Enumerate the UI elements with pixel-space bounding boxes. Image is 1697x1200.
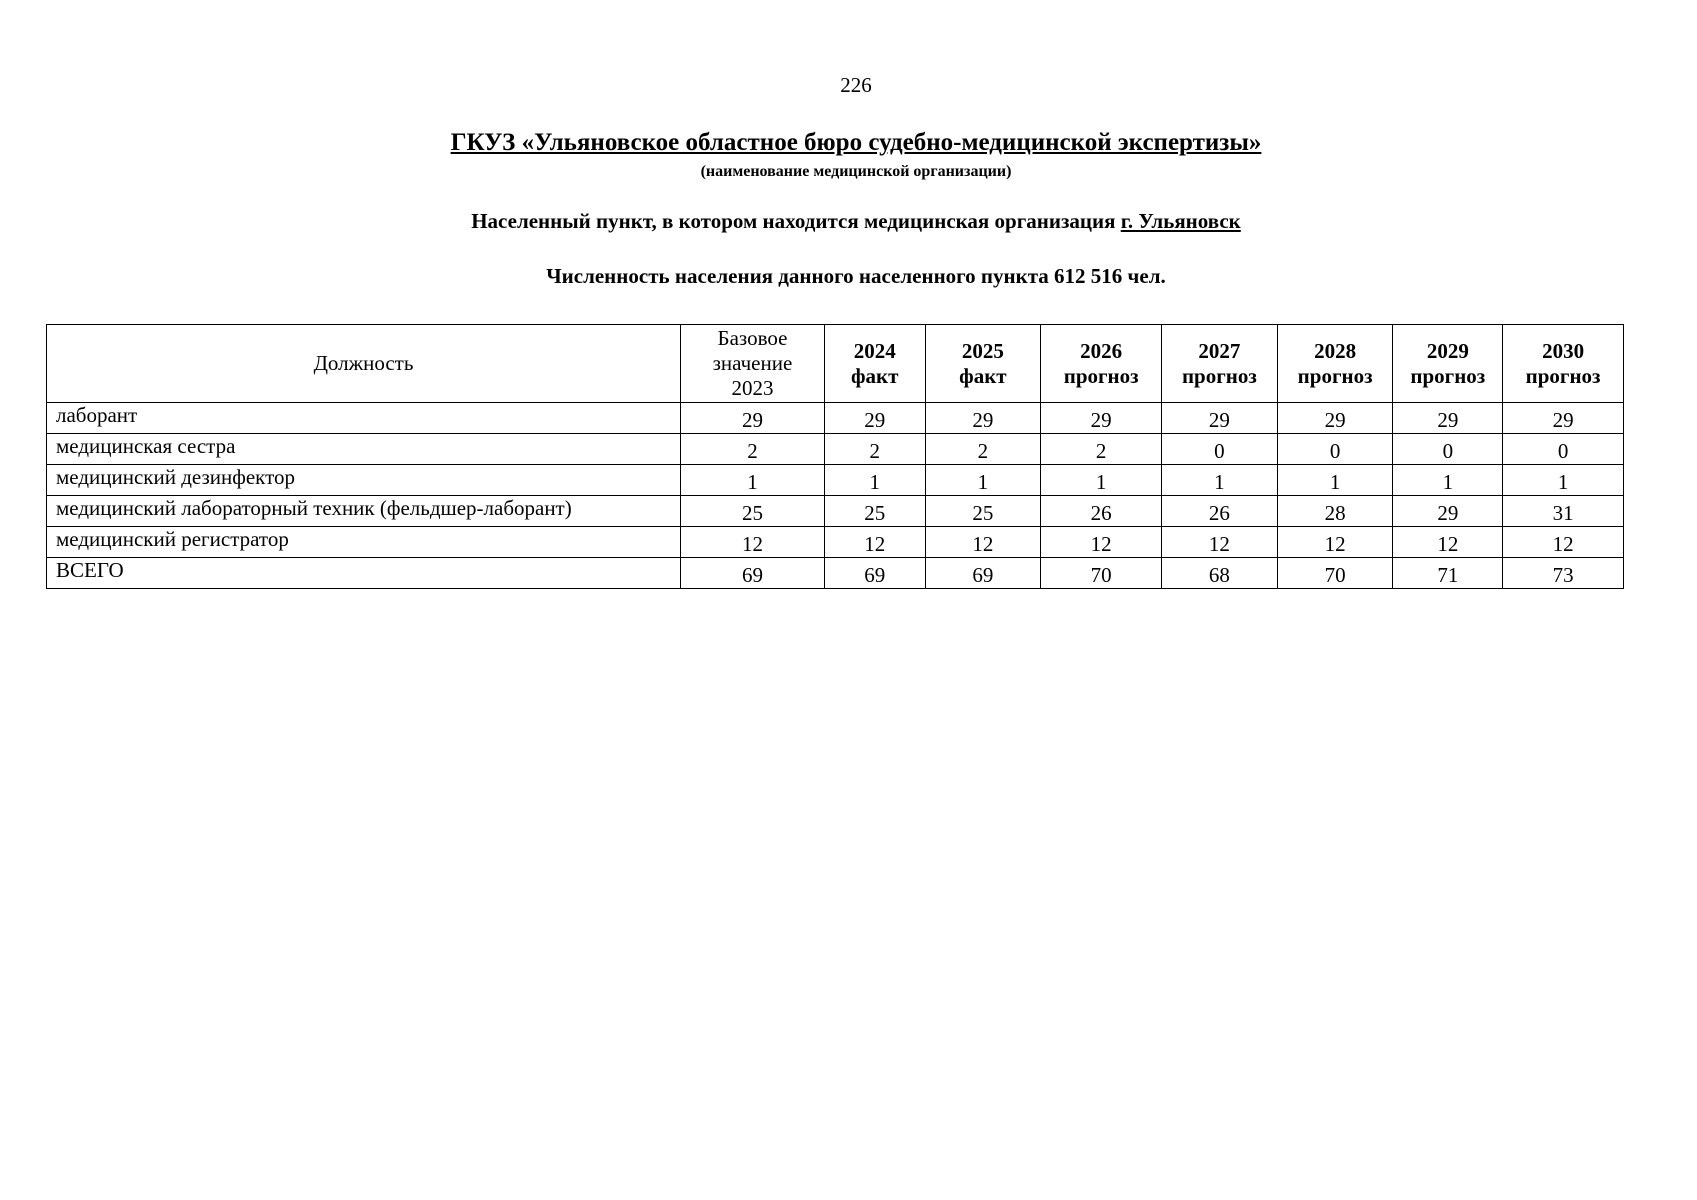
- value-cell: 71: [1393, 558, 1503, 589]
- value-cell: 1: [1162, 465, 1278, 496]
- value-cell: 12: [681, 527, 825, 558]
- position-cell: медицинский лабораторный техник (фельдшер-лаборант): [47, 496, 681, 527]
- column-header-year: [1503, 325, 1624, 403]
- column-header-year: [1162, 325, 1278, 403]
- header-kind: прогноз: [1297, 363, 1373, 388]
- organization-title: [0, 129, 1697, 157]
- locality-line: [0, 209, 1697, 234]
- value-cell: 69: [925, 558, 1041, 589]
- value-cell: 1: [1503, 465, 1624, 496]
- value-cell: 12: [824, 527, 925, 558]
- value-cell: 73: [1503, 558, 1624, 589]
- header-year: 2027: [1198, 338, 1241, 363]
- value-cell: 0: [1162, 434, 1278, 465]
- header-year: 2028: [1314, 338, 1357, 363]
- value-cell: 29: [824, 403, 925, 434]
- value-cell: 1: [824, 465, 925, 496]
- base-header-line: значение: [712, 351, 793, 375]
- header-kind: прогноз: [1181, 363, 1257, 388]
- column-header-year: [1393, 325, 1503, 403]
- value-cell: 29: [1393, 496, 1503, 527]
- value-cell: 2: [925, 434, 1041, 465]
- header-year: 2024: [853, 338, 896, 363]
- table-row: [47, 403, 1624, 434]
- value-cell: 2: [1041, 434, 1162, 465]
- value-cell: 29: [1503, 403, 1624, 434]
- value-cell: 29: [1041, 403, 1162, 434]
- population-line: Численность населения данного населенного пункта 612 516 чел.: [546, 264, 1166, 288]
- base-header-line: 2023: [731, 376, 774, 400]
- base-header-line: Базовое: [717, 326, 788, 350]
- value-cell: 25: [681, 496, 825, 527]
- value-cell: 69: [824, 558, 925, 589]
- value-cell: 12: [925, 527, 1041, 558]
- table-header-row: [47, 325, 1624, 403]
- table-row: [47, 434, 1624, 465]
- value-cell: 70: [1041, 558, 1162, 589]
- header-kind: факт: [851, 363, 899, 388]
- header-year: 2025: [961, 338, 1004, 363]
- value-cell: 12: [1041, 527, 1162, 558]
- value-cell: 1: [1041, 465, 1162, 496]
- value-cell: 70: [1277, 558, 1393, 589]
- column-header-base: [681, 325, 825, 403]
- value-cell: 29: [1393, 403, 1503, 434]
- table-row: [47, 496, 1624, 527]
- value-cell: 12: [1503, 527, 1624, 558]
- position-cell: медицинский дезинфектор: [47, 465, 681, 496]
- position-cell: ВСЕГО: [47, 558, 681, 589]
- value-cell: 29: [1277, 403, 1393, 434]
- position-cell: медицинская сестра: [47, 434, 681, 465]
- staff-table: [46, 324, 1624, 589]
- column-header-year: [1277, 325, 1393, 403]
- page-number: 226: [840, 73, 872, 97]
- value-cell: 28: [1277, 496, 1393, 527]
- value-cell: 2: [824, 434, 925, 465]
- position-cell: лаборант: [47, 403, 681, 434]
- value-cell: 2: [681, 434, 825, 465]
- value-cell: 1: [925, 465, 1041, 496]
- value-cell: 29: [925, 403, 1041, 434]
- value-cell: 12: [1162, 527, 1278, 558]
- header-kind: прогноз: [1063, 363, 1139, 388]
- table-row: [47, 465, 1624, 496]
- organization-caption: (наименование медицинской организации): [700, 163, 1012, 180]
- value-cell: 29: [681, 403, 825, 434]
- column-header-year: [824, 325, 925, 403]
- value-cell: 12: [1393, 527, 1503, 558]
- value-cell: 1: [1393, 465, 1503, 496]
- table-row-total: [47, 558, 1624, 589]
- header-year: 2029: [1426, 338, 1469, 363]
- column-header-year: [925, 325, 1041, 403]
- value-cell: 1: [1277, 465, 1393, 496]
- header-kind: прогноз: [1410, 363, 1486, 388]
- value-cell: 0: [1277, 434, 1393, 465]
- organization-title-text: ГКУЗ «Ульяновское областное бюро судебно-медицинской экспертизы»: [450, 129, 1262, 156]
- value-cell: 26: [1041, 496, 1162, 527]
- value-cell: 25: [824, 496, 925, 527]
- header-year: 2030: [1542, 338, 1585, 363]
- locality-label: Населенный пункт, в котором находится медицинская организация: [471, 209, 1116, 233]
- header-kind: прогноз: [1525, 363, 1601, 388]
- value-cell: 25: [925, 496, 1041, 527]
- header-year: 2026: [1080, 338, 1123, 363]
- locality-city: г. Ульяновск: [1120, 209, 1241, 233]
- value-cell: 31: [1503, 496, 1624, 527]
- value-cell: 0: [1503, 434, 1624, 465]
- header-kind: факт: [959, 363, 1007, 388]
- position-cell: медицинский регистратор: [47, 527, 681, 558]
- column-header-position: Должность: [47, 325, 681, 403]
- value-cell: 0: [1393, 434, 1503, 465]
- value-cell: 68: [1162, 558, 1278, 589]
- value-cell: 1: [681, 465, 825, 496]
- value-cell: 12: [1277, 527, 1393, 558]
- value-cell: 69: [681, 558, 825, 589]
- value-cell: 29: [1162, 403, 1278, 434]
- value-cell: 26: [1162, 496, 1278, 527]
- column-header-year: [1041, 325, 1162, 403]
- table-row: [47, 527, 1624, 558]
